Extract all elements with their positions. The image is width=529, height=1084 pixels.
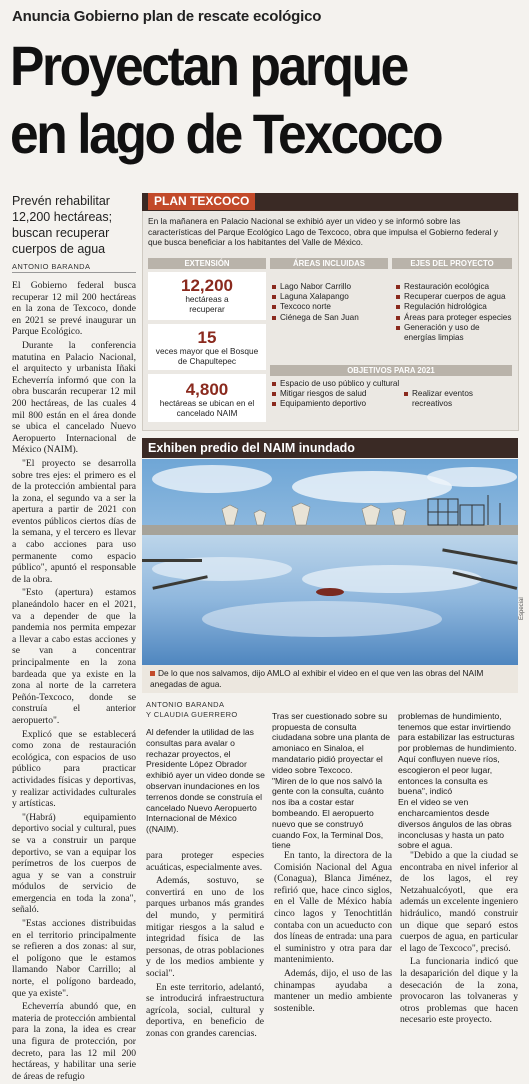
ejes-list xyxy=(396,282,512,343)
subheadline: Prevén rehabilitar 12,200 hectáreas; buscan recuperar cuerpos de agua xyxy=(12,194,113,256)
article-column-3 xyxy=(274,850,392,1016)
areas-list xyxy=(272,282,388,323)
list-item: Espacio de uso público y cultural xyxy=(272,379,422,389)
paragraph: "El proyecto se desarrolla sobre tres ejes: el primero es el de la protección ambiental para la zona, el segundo va a ser la apertura a partir de 2021 con eventos públicos ciertos días de la semana, y el tercero es llevar a cabo acciones para uso permanente como espacio público", apuntó el responsable de la obra. xyxy=(12,457,136,585)
sidebar-column-3 xyxy=(398,700,518,864)
stat-card xyxy=(148,374,266,422)
paragraph: Echeverría abundó que, en materia de protección ambiental para la zona, la idea es crear una figura de protección, por decreto, para las 12 mil 200 hectáreas, y habilitar una serie de áreas de refugio xyxy=(12,1001,136,1082)
infobox-title: PLAN TEXCOCO xyxy=(148,193,255,210)
list-item: Equipamiento deportivo xyxy=(272,399,422,409)
stat-value: 15 xyxy=(197,328,217,347)
list-item: Laguna Xalapango xyxy=(272,292,388,302)
paragraph: Además, dijo, el uso de las chinampas ayudaba a mantener un medio ambiente sostenible. xyxy=(274,967,392,1014)
paragraph: Al defender la utilidad de las consultas para avalar o rechazar proyectos, el Presidente López Obrador exhibió ayer un video donde se observan inundaciones en los terrenos donde se construía el cancelado Nuevo Aeropuerto Internacional de México ((NAIM). xyxy=(146,727,265,835)
paragraph: "Estas acciones distribuidas en el territorio principalmente se refieren a dos zonas: al sur, el polígono que le estamos llamando Nabor Carrillo; al norte, el polígono bardeado, que ya existe". xyxy=(12,918,136,999)
list-item: Texcoco norte xyxy=(272,302,388,312)
paragraph: La funcionaria indicó que la desaparición del dique y la desecación de la zona, provocaron las tolvaneras y otros problemas que hacen necesario este proyecto. xyxy=(400,956,518,1026)
list-item: Lago Nabor Carrillo xyxy=(272,282,388,292)
paragraph: para proteger especies acuáticas, especialmente aves. xyxy=(146,850,264,873)
byline-sidebar: ANTONIO BARANDA Y CLAUDIA GUERRERO xyxy=(146,700,238,719)
byline: ANTONIO BARANDA xyxy=(12,262,91,271)
objetivos-list xyxy=(272,379,422,410)
sidebar-column-1 xyxy=(146,727,266,837)
stat-label: veces mayor que el Bosque de Chapultepec xyxy=(155,346,259,366)
list-item: Recuperar cuerpos de agua xyxy=(396,292,512,302)
byline-rule xyxy=(12,272,136,273)
caption-bullet xyxy=(150,671,155,676)
list-item: Restauración ecológica xyxy=(396,282,512,292)
stat-label: hectáreas se ubican en el cancelado NAIM xyxy=(159,398,255,418)
paragraph: Además, sostuvo, se convertirá en uno de los parques urbanos más grandes del mundo, y permitirá mitigar riesgos a la salud e integridad física de las personas, de otras poblaciones y de los medios ambiente y social". xyxy=(146,875,264,979)
list-item: Regulación hidrológica xyxy=(396,302,512,312)
paragraph: "Esto (apertura) estamos planeándolo hacer en el 2021, va a depender de que la pandemia nos permita empezar a llevar a cabo estas acciones y se van a concentrar principalmente en la zona bardeada que ya existe en la zona al norte de la carretera Peñón-Texcoco, donde se construía el anterior aeropuerto". xyxy=(12,587,136,726)
photo-title: Exhiben predio del NAIM inundado xyxy=(148,441,355,455)
paragraph: "Debido a que la ciudad se encontraba en nivel inferior al de los lagos, el rey Netzahualcóyotl, que era además un excelente ingeniero hidráulico, mandó construir un dique que separó estos cuerpos de agua, en particular el lago de Texcoco", precisó. xyxy=(400,850,519,954)
headline-line-2: en lago de Texcoco xyxy=(10,102,442,165)
photo-caption-bar xyxy=(142,665,518,693)
paragraph: Tras ser cuestionado sobre su propuesta de consulta ciudadana sobre una planta de amoniaco en Sinaloa, el mandatario pidió proyectar el video sobre Texcoco. "Miren de lo que nos salvó la gente con la consulta, cuánto nos iba a costar estar bombeando. El aeropuerto nuevo que se construyó cuando Fox, la Terminal Dos, tiene xyxy=(272,710,391,851)
photo-title-bar xyxy=(142,438,518,458)
list-item: Áreas para proteger especies xyxy=(396,313,512,323)
infobox-intro: En la mañanera en Palacio Nacional se exhibió ayer un video y se informó sobre las características del Parque Ecológico Lago de Texcoco, obra que impulsa el Gobierno federal y que busca beneficiar a los habitantes del Valle de México. xyxy=(148,216,498,247)
header-ejes: EJES DEL PROYECTO xyxy=(392,258,512,269)
photo-illustration xyxy=(142,459,518,665)
paragraph: En este territorio, adelantó, se introducirá infraestructura agrícola, social, cultural y deportiva, en beneficio de zonas con grandes carencias. xyxy=(146,981,264,1039)
list-item: Ciénega de San Juan xyxy=(272,313,388,323)
stat-label: hectáreas a recuperar xyxy=(185,294,229,314)
stat-card xyxy=(148,272,266,320)
list-item: Realizar eventos recreativos xyxy=(404,389,514,409)
paragraph: "(Habrá) equipamiento deportivo social y cultural, pues se va a construir un parque deportivo, se van a equipar los perímetros de los cuerpos de agua y se van a construir módulos de servicio de emergencia en toda la zona", señaló. xyxy=(12,811,136,916)
stat-value: 12,200 xyxy=(181,276,233,295)
sidebar-column-2 xyxy=(272,700,392,864)
paragraph: Explicó que se establecerá como zona de restauración ecológica, con espacios de uso público para practicar actividades físicas y deportivas, y realizar actividades culturales y artísticas. xyxy=(12,728,136,810)
paragraph: Durante la conferencia matutina en Palacio Nacional, el arquitecto y urbanista Iñaki Echeverría informó que con la obra buscarán recuperar 12 mil 200 hectáreas, de las cuales 4 mil 800 están en el área donde se ubica el cancelado Nuevo Aeropuerto Internacional de México (NAIM). xyxy=(12,339,136,456)
header-extension: EXTENSIÓN xyxy=(148,258,266,269)
article-column-4 xyxy=(400,850,518,1028)
list-item: Generación y uso de energías limpias xyxy=(396,323,512,343)
photo-caption: De lo que nos salvamos, dijo AMLO al exhibir el video en el que ven las obras del NAIM anegadas de agua. xyxy=(150,668,484,689)
list-item: Mitigar riesgos de salud xyxy=(272,389,422,399)
article-column-2 xyxy=(146,850,264,1042)
headline-line-1: Proyectan parque xyxy=(10,34,407,97)
paragraph: En tanto, la directora de la Comisión Nacional del Agua (Conagua), Blanca Jiménez, refirió que, hace cinco siglos, en el Valle de México había cinco lagos y Tenochtitlán contaba con un acueducto con dos líneas de entrada: una para el suministro y otra para dar mantenimiento. xyxy=(274,850,393,966)
stat-value: 4,800 xyxy=(185,380,229,399)
paragraph: El Gobierno federal busca recuperar 12 mil 200 hectáreas en la zona de Texcoco, donde en 2021 se prevé inaugurar un Parque Ecológico. xyxy=(12,280,136,338)
header-areas: ÁREAS INCLUIDAS xyxy=(270,258,388,269)
objetivos-list-2 xyxy=(404,389,514,409)
stat-card xyxy=(148,324,266,370)
kicker: Anuncia Gobierno plan de rescate ecológico xyxy=(12,8,322,25)
article-column-1 xyxy=(12,280,136,1084)
paragraph: problemas de hundimiento, tenemos que estar invirtiendo para estabilizar las estructuras por problemas de hundimiento. Aquí confluyen nueve ríos, escogieron el peor lugar, entonces la consulta es buena", indicó En el video se ven encharcamientos desde diversos ángulos de las obras inconclusas y hasta un pato sobre el agua. xyxy=(398,710,517,851)
infobox-title-bar xyxy=(142,193,518,211)
photo-credit: Especial xyxy=(519,597,525,620)
flooded-naim-photo xyxy=(142,459,518,665)
header-objetivos: OBJETIVOS PARA 2021 xyxy=(270,365,512,376)
